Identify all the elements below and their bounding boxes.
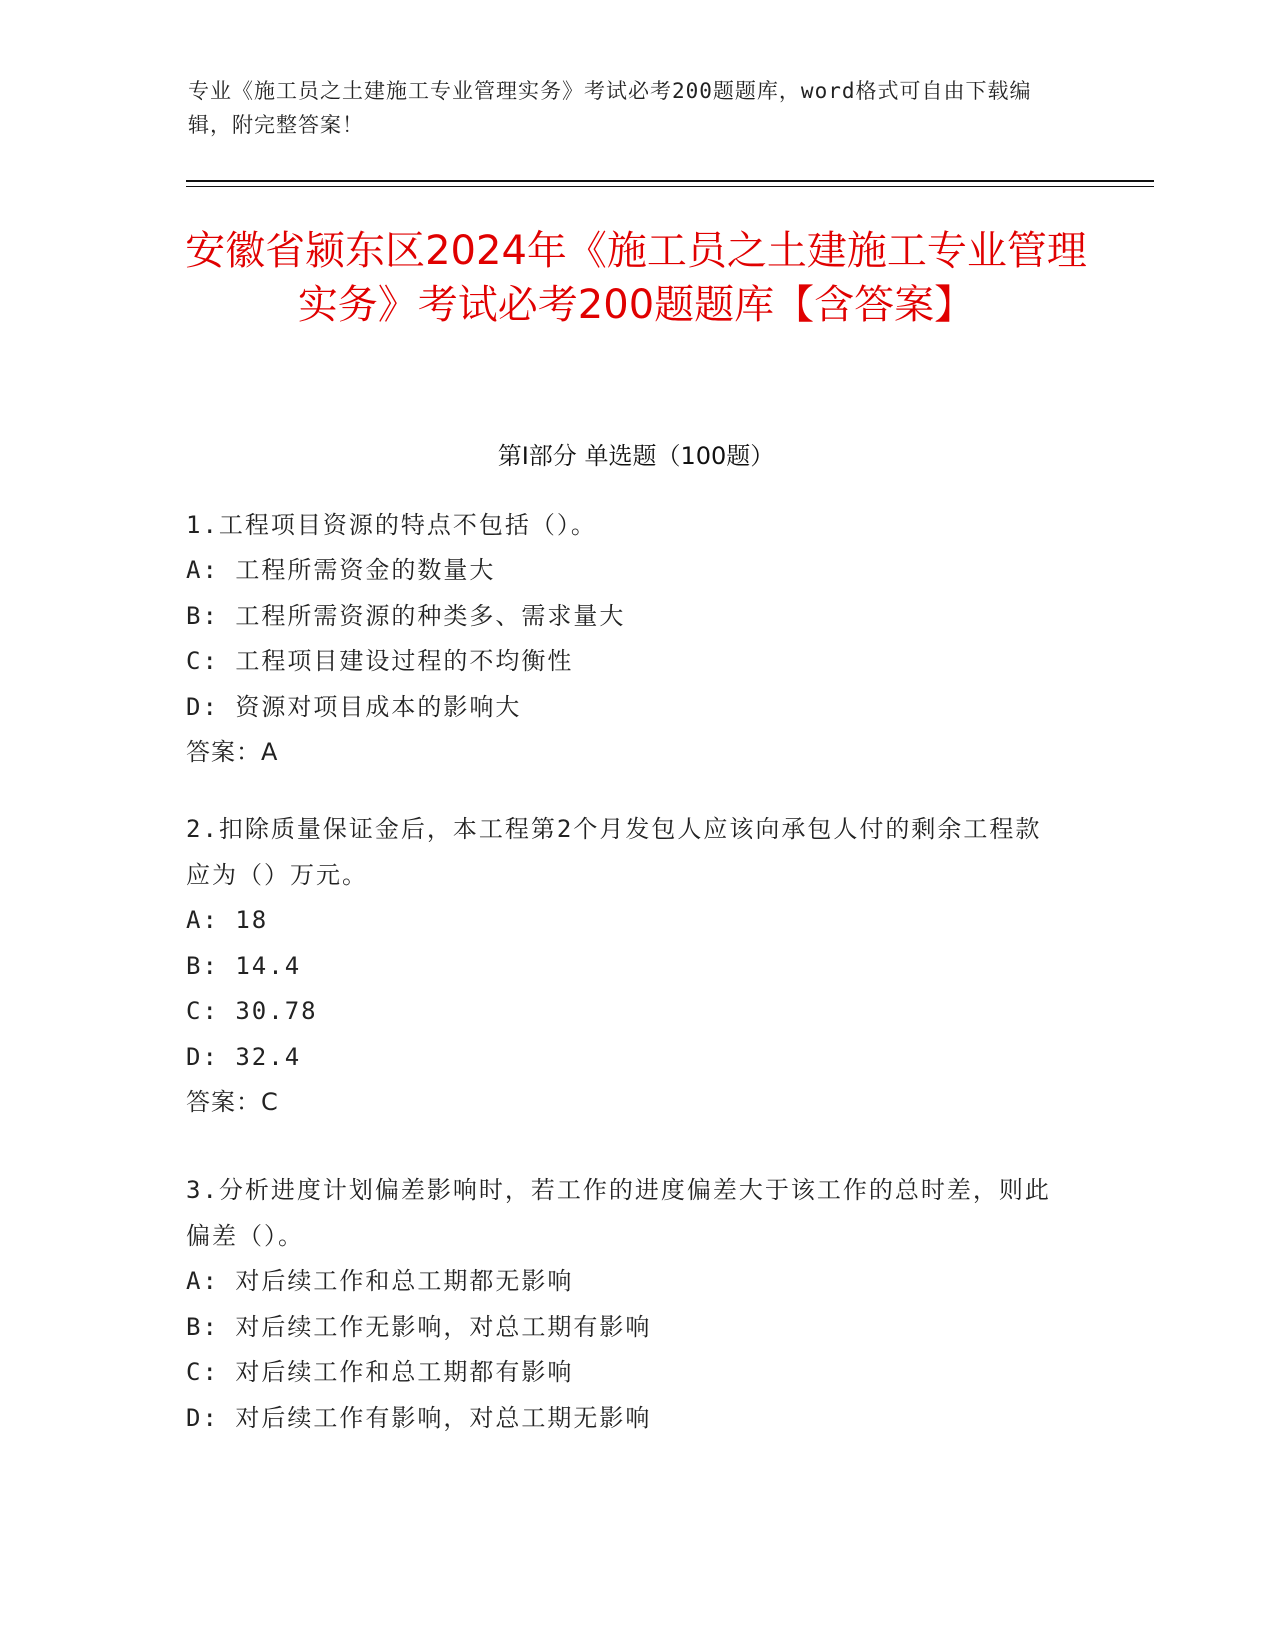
option-d: D: 对后续工作有影响，对总工期无影响 [186, 1403, 652, 1432]
header-divider-thin [186, 186, 1154, 187]
document-title: 安徽省颍东区2024年《施工员之土建施工专业管理实务》考试必考200题题库【含答案】 [185, 228, 1087, 328]
option-c: C: 30.78 [186, 997, 318, 1025]
header-note: 专业《施工员之土建施工专业管理实务》考试必考200题题库，word格式可自由下载编辑，附完整答案！ [188, 79, 1032, 137]
answer: 答案：C [186, 1088, 279, 1116]
section-heading: 第Ⅰ部分 单选题（100题） [497, 442, 775, 470]
option-b: B: 14.4 [186, 951, 302, 980]
question-1 [186, 502, 1066, 776]
option-a: A: 18 [186, 906, 269, 934]
option-d: D: 资源对项目成本的影响大 [186, 692, 522, 721]
question-stem: 1.工程项目资源的特点不包括（）。 [186, 511, 597, 539]
question-2 [186, 806, 1066, 1126]
option-b: B: 对后续工作无影响，对总工期有影响 [186, 1312, 652, 1341]
question-stem: 3.分析进度计划偏差影响时，若工作的进度偏差大于该工作的总时差，则此偏差（）。 [186, 1176, 1051, 1250]
option-c: C: 工程项目建设过程的不均衡性 [186, 647, 574, 675]
question-stem: 2.扣除质量保证金后，本工程第2个月发包人应该向承包人付的剩余工程款应为（）万元。 [186, 815, 1042, 889]
option-d: D: 32.4 [186, 1042, 302, 1071]
option-b: B: 工程所需资源的种类多、需求量大 [186, 601, 626, 630]
answer: 答案：A [186, 738, 279, 766]
header-divider-thick [186, 180, 1154, 182]
option-a: A: 对后续工作和总工期都无影响 [186, 1267, 574, 1295]
question-3 [186, 1167, 1066, 1441]
option-a: A: 工程所需资金的数量大 [186, 556, 496, 584]
option-c: C: 对后续工作和总工期都有影响 [186, 1358, 574, 1386]
